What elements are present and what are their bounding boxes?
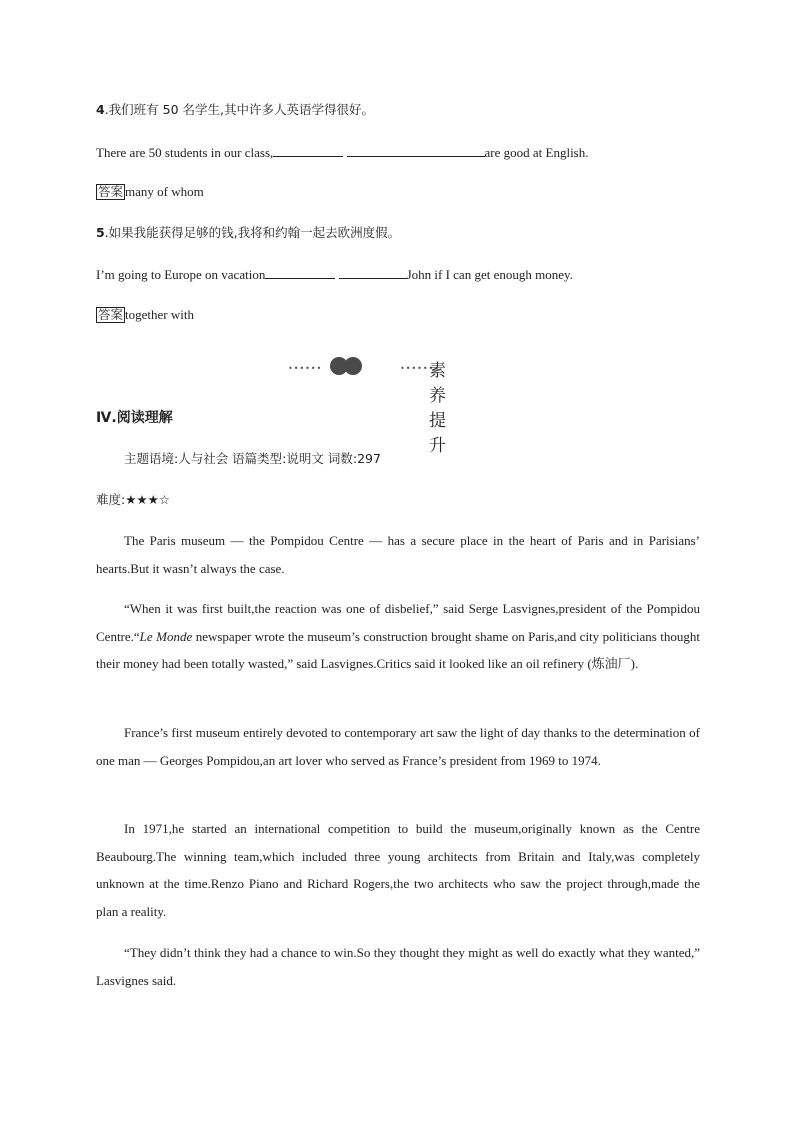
q4-prompt-text: .我们班有 50 名学生,其中许多人英语学得很好。 — [104, 102, 375, 117]
q4-sentence-after: are good at English. — [484, 145, 589, 160]
q5-sentence-after: John if I can get enough money. — [406, 267, 573, 282]
banner-circle-icon-2 — [344, 357, 362, 375]
banner-dots-left: •••••• — [288, 364, 323, 373]
p5-text: “They didn’t think they had a chance to win.So they thought they might as well do exactly what they wanted,” Lasvignes said. — [96, 945, 700, 988]
difficulty-rating: 难度:★★★☆ — [96, 492, 171, 507]
q4-answer — [96, 184, 204, 200]
section-title: Ⅳ.阅读理解 — [96, 410, 173, 426]
q5-prompt-text: .如果我能获得足够的钱,我将和约翰一起去欧洲度假。 — [104, 225, 401, 240]
q4-answer-tag: 答案 — [98, 184, 124, 199]
meta-line: 主题语境:人与社会 语篇类型:说明文 词数:297 — [124, 451, 381, 466]
p3-text: France’s first museum entirely devoted to contemporary art saw the light of day thanks to the determination of one man — Georges Pompidou,an art lover who served as France’s president from 1969 to 1974. — [96, 725, 700, 768]
q5-blank-2[interactable] — [339, 266, 407, 279]
q5-answer-text: together with — [125, 307, 194, 322]
section-banner — [192, 352, 446, 456]
p4-text: In 1971,he started an international competition to build the museum,originally known as the Centre Beaubourg.The winning team,which included three young architects from Britain and Italy,was completely unknown at the time.Renzo Piano and Richard Rogers,the two architects who saw the project through,made the plan a reality. — [96, 821, 700, 919]
passage-paragraph-5 — [96, 939, 700, 994]
q5-answer — [96, 307, 194, 323]
p2-text-a: “When it was first built,the reaction was one of disbelief,” said Serge Lasvignes,president of the Pompidou Centre.“ — [96, 601, 700, 644]
q4-prompt — [96, 102, 374, 118]
q5-sentence — [96, 266, 573, 283]
passage-paragraph-3 — [96, 719, 700, 774]
q4-blank-2[interactable] — [347, 144, 485, 157]
passage-paragraph-2 — [96, 595, 700, 678]
p2-text-b: newspaper wrote the museum’s construction brought shame on Paris,and city politicians thought their money had been totally wasted,” said Lasvignes.Critics said it looked like an oil refinery (炼油厂). — [96, 628, 700, 671]
q5-blank-1[interactable] — [265, 266, 335, 279]
passage-paragraph-4 — [96, 815, 700, 925]
banner-title: 素养提升 — [429, 361, 446, 456]
q5-sentence-before: I’m going to Europe on vacation — [96, 267, 266, 282]
banner-dots-right: •••••• — [400, 364, 435, 373]
q4-sentence — [96, 144, 589, 161]
q4-blank-1[interactable] — [273, 144, 343, 157]
passage-paragraph-1 — [96, 527, 700, 582]
q4-sentence-before: There are 50 students in our class, — [96, 145, 274, 160]
p1-text: The Paris museum — the Pompidou Centre — has a secure place in the heart of Paris and in Parisians’ hearts.But it wasn’t always the case. — [96, 533, 700, 576]
q5-answer-tag: 答案 — [98, 307, 124, 322]
q4-answer-text: many of whom — [125, 184, 204, 199]
q5-number: 5 — [96, 225, 105, 240]
q5-prompt — [96, 225, 400, 241]
p2-newspaper-title: Le Monde — [139, 628, 193, 644]
q4-number: 4 — [96, 102, 105, 117]
